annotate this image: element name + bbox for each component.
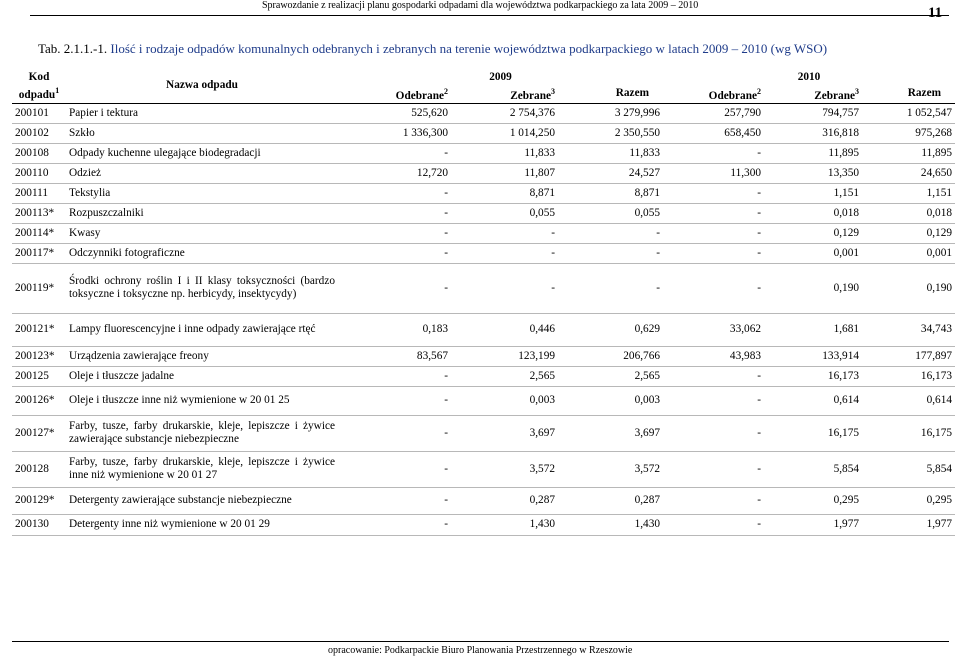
document-header: Sprawozdanie z realizacji planu gospodarki odpadami dla województwa podkarpackiego za lata 2009 – 2010 <box>262 0 699 11</box>
value-cell: - <box>663 183 764 203</box>
value-cell: - <box>451 263 558 313</box>
waste-code: 200123* <box>12 346 66 366</box>
value-cell: 1,977 <box>862 514 955 535</box>
footer-credit: opracowanie: Podkarpackie Biuro Planowania Przestrzennego w Rzeszowie <box>328 645 633 656</box>
waste-name: Środki ochrony roślin I i II klasy toksyczności (bardzo toksyczne i toksyczne np. herbicydy, insektycydy) <box>66 263 338 313</box>
value-cell: 0,003 <box>451 386 558 415</box>
waste-code: 200111 <box>12 183 66 203</box>
value-cell: - <box>663 243 764 263</box>
waste-code: 200117* <box>12 243 66 263</box>
value-cell: 0,129 <box>862 223 955 243</box>
value-cell: 11,895 <box>862 143 955 163</box>
header-year-2010: 2010 <box>797 70 821 83</box>
value-cell: - <box>663 143 764 163</box>
table-row <box>12 366 955 386</box>
value-cell: - <box>663 263 764 313</box>
waste-name: Detergenty zawierające substancje niebezpieczne <box>66 487 338 514</box>
value-cell: 16,175 <box>764 415 862 451</box>
value-cell: 8,871 <box>558 183 663 203</box>
table-row <box>12 514 955 535</box>
value-cell: - <box>338 223 451 243</box>
value-cell: 206,766 <box>558 346 663 366</box>
value-cell: 0,055 <box>451 203 558 223</box>
value-cell: 0,295 <box>862 487 955 514</box>
value-cell: 133,914 <box>764 346 862 366</box>
value-cell: 33,062 <box>663 313 764 346</box>
footer-rule <box>12 641 949 642</box>
value-cell: 16,173 <box>764 366 862 386</box>
table-row <box>12 313 955 346</box>
value-cell: 1 336,300 <box>338 123 451 143</box>
page-number: 11 <box>928 5 943 21</box>
value-cell: 0,055 <box>558 203 663 223</box>
value-cell: - <box>338 143 451 163</box>
value-cell: 11,833 <box>451 143 558 163</box>
value-cell: 0,287 <box>558 487 663 514</box>
value-cell: 0,287 <box>451 487 558 514</box>
value-cell: 975,268 <box>862 123 955 143</box>
value-cell: 2 754,376 <box>451 103 558 123</box>
value-cell: - <box>338 514 451 535</box>
table-row <box>12 451 955 487</box>
value-cell: - <box>663 514 764 535</box>
table-row <box>12 103 955 123</box>
value-cell: 0,183 <box>338 313 451 346</box>
value-cell: - <box>338 366 451 386</box>
value-cell: 1,430 <box>558 514 663 535</box>
value-cell: 8,871 <box>451 183 558 203</box>
value-cell: 5,854 <box>764 451 862 487</box>
value-cell: 12,720 <box>338 163 451 183</box>
value-cell: 11,300 <box>663 163 764 183</box>
table-row <box>12 243 955 263</box>
value-cell: 0,446 <box>451 313 558 346</box>
header-odebrane-2009: Odebrane$^2$ <box>338 85 451 103</box>
waste-code: 200101 <box>12 103 66 123</box>
table-row <box>12 487 955 514</box>
waste-name: Rozpuszczalniki <box>66 203 338 223</box>
waste-table <box>12 69 955 536</box>
value-cell: 3,697 <box>558 415 663 451</box>
value-cell: 1,977 <box>764 514 862 535</box>
value-cell: - <box>451 223 558 243</box>
value-cell: - <box>558 243 663 263</box>
value-cell: 0,614 <box>764 386 862 415</box>
value-cell: 0,001 <box>764 243 862 263</box>
header-razem-2010: Razem <box>862 85 955 103</box>
waste-name: Szkło <box>66 123 338 143</box>
value-cell: 0,129 <box>764 223 862 243</box>
waste-code: 200108 <box>12 143 66 163</box>
waste-code: 200125 <box>12 366 66 386</box>
value-cell: 177,897 <box>862 346 955 366</box>
waste-name: Odzież <box>66 163 338 183</box>
value-cell: - <box>338 183 451 203</box>
value-cell: 11,833 <box>558 143 663 163</box>
value-cell: 24,527 <box>558 163 663 183</box>
value-cell: 24,650 <box>862 163 955 183</box>
waste-name: Kwasy <box>66 223 338 243</box>
value-cell: 0,001 <box>862 243 955 263</box>
table-row <box>12 346 955 366</box>
value-cell: 3 279,996 <box>558 103 663 123</box>
value-cell: - <box>451 243 558 263</box>
value-cell: 0,614 <box>862 386 955 415</box>
value-cell: 83,567 <box>338 346 451 366</box>
waste-code: 200126* <box>12 386 66 415</box>
waste-name: Farby, tusze, farby drukarskie, kleje, lepiszcze i żywice inne niż wymienione w 20 01 27 <box>66 451 338 487</box>
value-cell: - <box>663 487 764 514</box>
header-zebrane-2010: Zebrane$^3$ <box>764 85 862 103</box>
header-code: Kod odpadu$^1$ <box>12 69 66 103</box>
value-cell: 0,190 <box>764 263 862 313</box>
value-cell: - <box>663 366 764 386</box>
value-cell: 3,697 <box>451 415 558 451</box>
waste-code: 200110 <box>12 163 66 183</box>
value-cell: 0,629 <box>558 313 663 346</box>
value-cell: - <box>338 415 451 451</box>
value-cell: 43,983 <box>663 346 764 366</box>
value-cell: 0,295 <box>764 487 862 514</box>
value-cell: 11,807 <box>451 163 558 183</box>
header-odebrane-2010: Odebrane$^2$ <box>663 85 764 103</box>
waste-name: Lampy fluorescencyjne i inne odpady zawierające rtęć <box>66 313 338 346</box>
waste-code: 200119* <box>12 263 66 313</box>
caption-label: Tab. 2.1.1.-1. <box>38 41 108 56</box>
waste-code: 200102 <box>12 123 66 143</box>
waste-code: 200121* <box>12 313 66 346</box>
waste-name: Papier i tektura <box>66 103 338 123</box>
table-row <box>12 263 955 313</box>
value-cell: - <box>663 386 764 415</box>
value-cell: 0,003 <box>558 386 663 415</box>
waste-code: 200130 <box>12 514 66 535</box>
caption-text: Ilość i rodzaje odpadów komunalnych odebranych i zebranych na terenie województwa podkarpackiego w latach 2009 – 2010 (wg WSO) <box>110 41 828 56</box>
waste-name: Oleje i tłuszcze inne niż wymienione w 20 01 25 <box>66 386 338 415</box>
value-cell: 1 014,250 <box>451 123 558 143</box>
value-cell: 525,620 <box>338 103 451 123</box>
waste-name: Urządzenia zawierające freony <box>66 346 338 366</box>
value-cell: 0,018 <box>862 203 955 223</box>
waste-name: Oleje i tłuszcze jadalne <box>66 366 338 386</box>
value-cell: 1,681 <box>764 313 862 346</box>
value-cell: - <box>663 415 764 451</box>
header-name: Nazwa odpadu <box>66 69 338 103</box>
value-cell: 794,757 <box>764 103 862 123</box>
waste-code: 200113* <box>12 203 66 223</box>
table-row <box>12 143 955 163</box>
value-cell: 13,350 <box>764 163 862 183</box>
value-cell: 1,151 <box>764 183 862 203</box>
value-cell: 5,854 <box>862 451 955 487</box>
table-row <box>12 203 955 223</box>
header-year-2009: 2009 <box>489 70 512 83</box>
waste-name: Detergenty inne niż wymienione w 20 01 29 <box>66 514 338 535</box>
table-row <box>12 163 955 183</box>
value-cell: 11,895 <box>764 143 862 163</box>
waste-code: 200129* <box>12 487 66 514</box>
value-cell: - <box>663 203 764 223</box>
waste-name: Odczynniki fotograficzne <box>66 243 338 263</box>
value-cell: - <box>558 223 663 243</box>
value-cell: - <box>338 203 451 223</box>
value-cell: 2,565 <box>558 366 663 386</box>
waste-code: 200127* <box>12 415 66 451</box>
table-row <box>12 386 955 415</box>
value-cell: 257,790 <box>663 103 764 123</box>
value-cell: - <box>338 386 451 415</box>
value-cell: 34,743 <box>862 313 955 346</box>
value-cell: - <box>558 263 663 313</box>
header-zebrane-2009: Zebrane$^3$ <box>451 85 558 103</box>
value-cell: - <box>338 263 451 313</box>
value-cell: - <box>663 451 764 487</box>
waste-code: 200128 <box>12 451 66 487</box>
table-row <box>12 415 955 451</box>
table-row <box>12 123 955 143</box>
value-cell: 1 052,547 <box>862 103 955 123</box>
table-row <box>12 223 955 243</box>
value-cell: 0,190 <box>862 263 955 313</box>
value-cell: 3,572 <box>558 451 663 487</box>
value-cell: - <box>663 223 764 243</box>
header-rule <box>30 15 949 16</box>
value-cell: 658,450 <box>663 123 764 143</box>
value-cell: 3,572 <box>451 451 558 487</box>
value-cell: 0,018 <box>764 203 862 223</box>
value-cell: 16,175 <box>862 415 955 451</box>
waste-name: Farby, tusze, farby drukarskie, kleje, lepiszcze i żywice zawierające substancje niebezpieczne <box>66 415 338 451</box>
value-cell: 16,173 <box>862 366 955 386</box>
value-cell: 2,565 <box>451 366 558 386</box>
waste-name: Odpady kuchenne ulegające biodegradacji <box>66 143 338 163</box>
value-cell: 123,199 <box>451 346 558 366</box>
table-body <box>12 103 955 535</box>
header-razem-2009: Razem <box>558 85 663 103</box>
value-cell: 1,151 <box>862 183 955 203</box>
table-caption <box>38 41 827 57</box>
value-cell: 316,818 <box>764 123 862 143</box>
waste-code: 200114* <box>12 223 66 243</box>
value-cell: 1,430 <box>451 514 558 535</box>
waste-name: Tekstylia <box>66 183 338 203</box>
table-row <box>12 183 955 203</box>
value-cell: 2 350,550 <box>558 123 663 143</box>
value-cell: - <box>338 487 451 514</box>
value-cell: - <box>338 243 451 263</box>
value-cell: - <box>338 451 451 487</box>
